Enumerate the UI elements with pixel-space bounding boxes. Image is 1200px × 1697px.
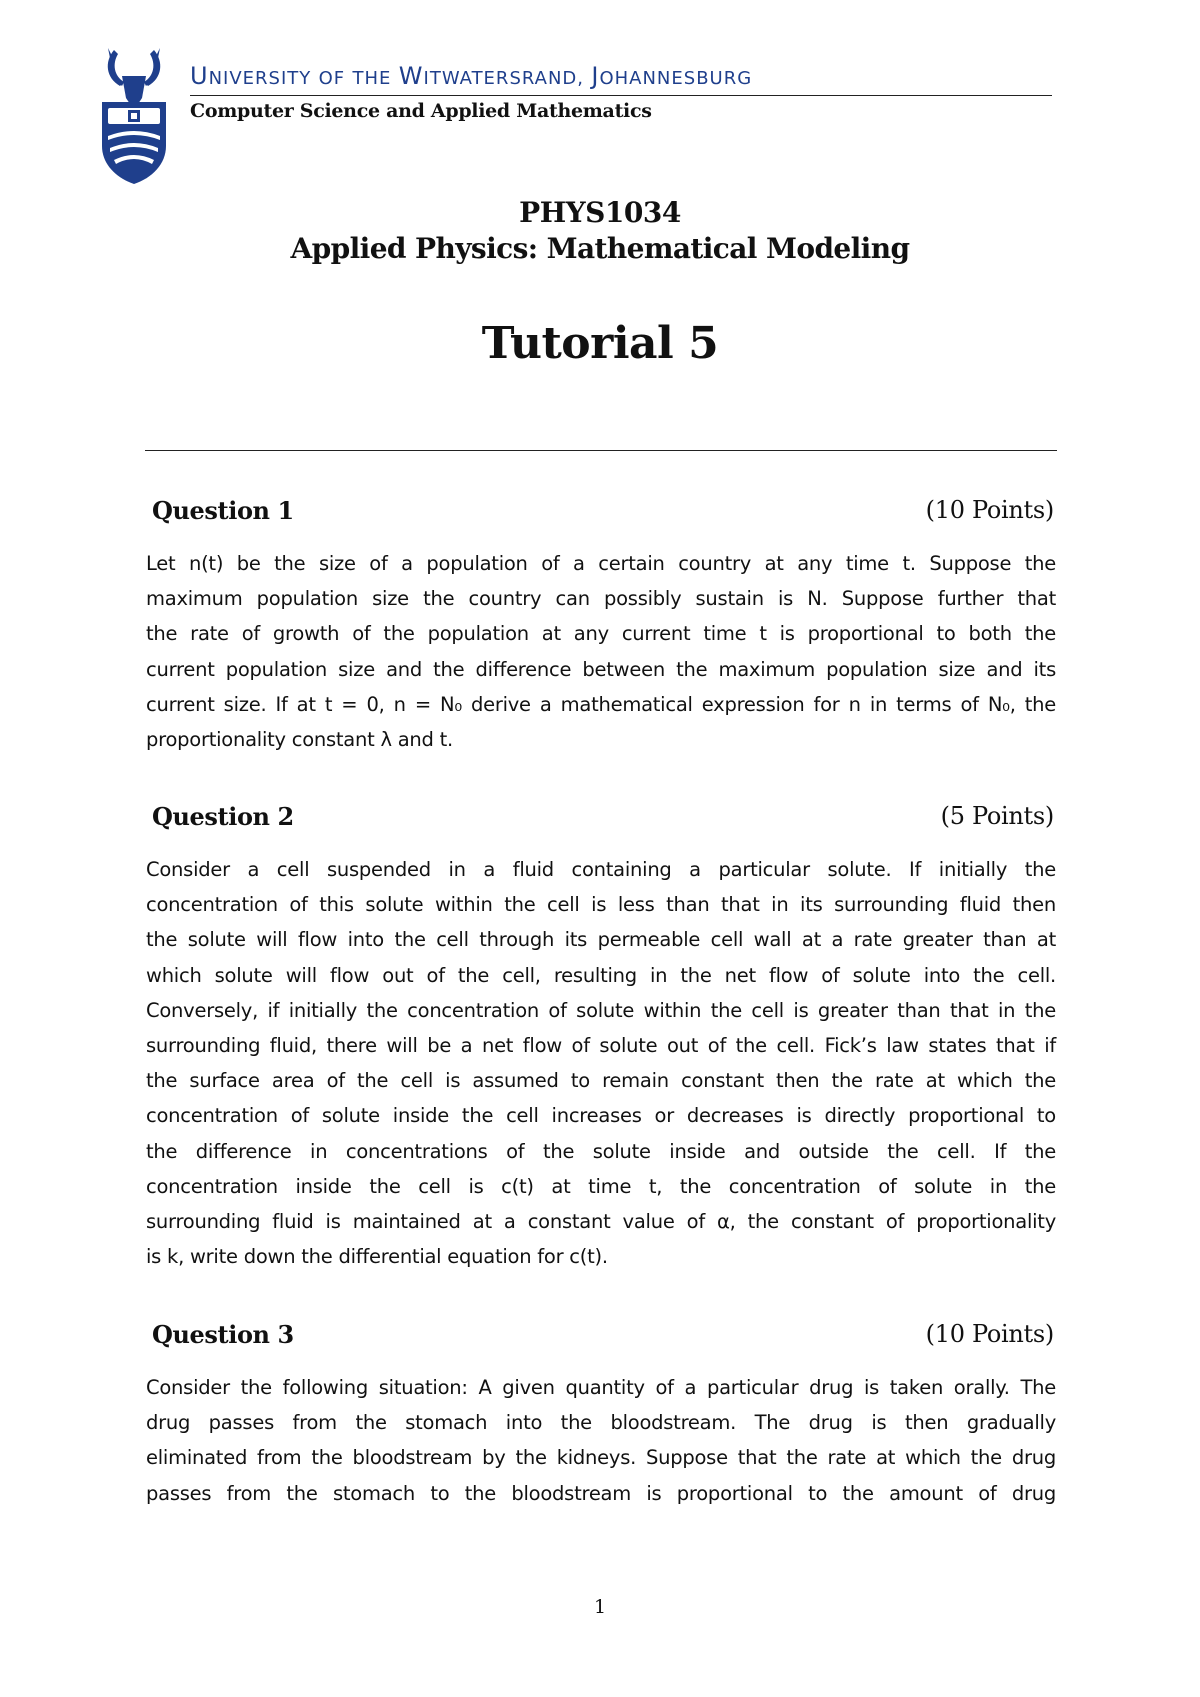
wits-crest-icon [100,46,168,186]
question-2-line: surrounding fluid, there will be a net flow of solute out of the cell. Fick’s law states that if [146,1033,1056,1057]
question-1-body [146,546,1056,757]
question-3-line: eliminated from the bloodstream by the kidneys. Suppose that the rate at which the drug [146,1446,1056,1470]
question-2-line: concentration of solute inside the cell increases or decreases is directly proportional to [146,1104,1056,1128]
question-2-line: which solute will flow out of the cell, resulting in the net flow of solute into the cell. [146,963,1056,987]
question-2-header [152,802,1054,838]
university-line: UNIVERSITY OF THE WITWATERSRAND, JOHANNESBURG [190,62,753,90]
question-1-header [152,496,1054,532]
question-2-line: the difference in concentrations of the solute inside and outside the cell. If the [146,1139,1056,1163]
question-2-line: Consider a cell suspended in a fluid containing a particular solute. If initially the [146,858,1056,881]
question-1-title: Question 1 [152,496,294,525]
question-3-title: Question 3 [152,1320,294,1349]
course-title: Applied Physics: Mathematical Modeling [290,232,910,265]
question-2-line: the solute will flow into the cell through its permeable cell wall at a rate greater than at [146,928,1056,952]
question-2-line: is k, write down the differential equation for c(t). [146,1245,608,1269]
question-1-line: the rate of growth of the population at any current time t is proportional to both the [146,622,1056,646]
question-3-body [146,1370,1056,1511]
department-name: Computer Science and Applied Mathematics [190,100,652,122]
question-2-body [146,852,1056,1274]
question-2-line: Conversely, if initially the concentration of solute within the cell is greater than that in the [146,998,1056,1022]
question-3-line: passes from the stomach to the bloodstream is proportional to the amount of drug [146,1481,1056,1505]
title-divider [145,450,1057,451]
header-divider [190,95,1052,96]
question-1-line: current size. If at t = 0, n = N₀ derive a mathematical expression for n in terms of N₀, the [146,692,1056,716]
question-1-line: current population size and the difference between the maximum population size and its [146,657,1056,681]
question-1-points: (10 Points) [925,496,1054,524]
page-number: 1 [593,1596,607,1618]
question-3-line: drug passes from the stomach into the bloodstream. The drug is then gradually [146,1411,1056,1435]
question-2-line: surrounding fluid is maintained at a constant value of α, the constant of proportionality [146,1209,1056,1233]
question-1-line: Let n(t) be the size of a population of a certain country at any time t. Suppose the [146,552,1056,575]
question-2-line: concentration inside the cell is c(t) at time t, the concentration of solute in the [146,1174,1056,1198]
question-2-line: concentration of this solute within the cell is less than that in its surrounding fluid then [146,893,1056,917]
question-3-points: (10 Points) [925,1320,1054,1348]
tutorial-title: Tutorial 5 [481,318,719,369]
question-1-line: proportionality constant λ and t. [146,727,453,751]
question-2-line: the surface area of the cell is assumed to remain constant then the rate at which the [146,1069,1056,1093]
question-3-header [152,1320,1054,1356]
university-name [190,62,1050,90]
question-3-line: Consider the following situation: A given quantity of a particular drug is taken orally. The [146,1376,1056,1399]
course-code: PHYS1034 [519,196,681,229]
question-2-points: (5 Points) [940,802,1054,830]
question-2-title: Question 2 [152,802,294,831]
question-1-line: maximum population size the country can possibly sustain is N. Suppose further that [146,587,1056,611]
